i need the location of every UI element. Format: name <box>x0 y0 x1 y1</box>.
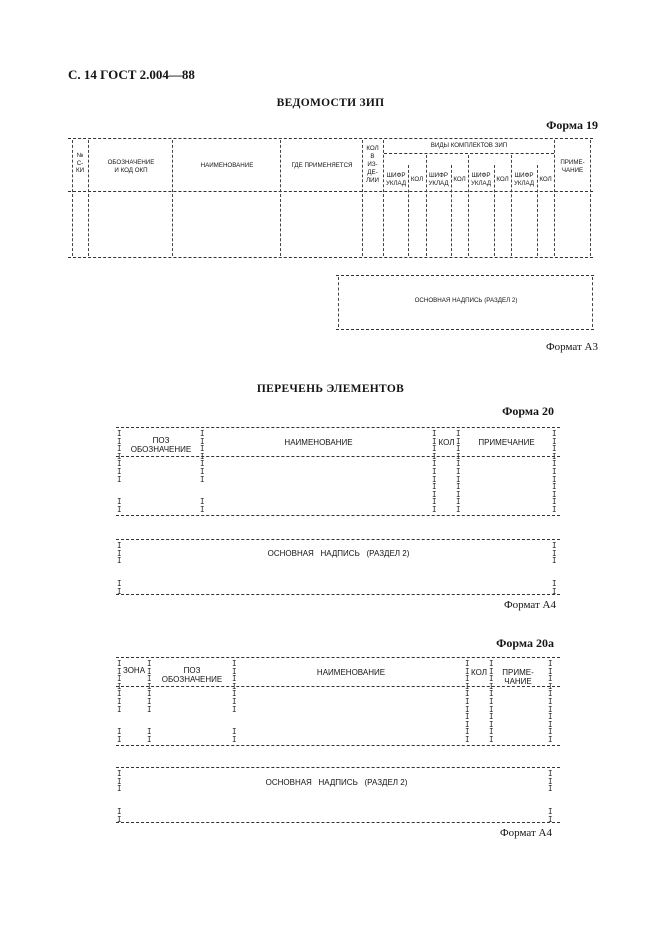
form19-label: Форма 19 <box>546 118 598 132</box>
page-header: С. 14 ГОСТ 2.004—88 <box>68 67 195 82</box>
form19-col-where: ГДЕ ПРИМЕНЯЕТСЯ <box>291 162 353 169</box>
form19-col-note: ПРИМЕ- ЧАНИЕ <box>560 159 585 174</box>
form20a-col-note: ПРИМЕ- ЧАНИЕ <box>502 668 534 686</box>
form19-sub-qty-3: КОЛ <box>496 176 509 183</box>
form20-col-name: НАИМЕНОВАНИЕ <box>284 438 353 447</box>
form19-title: ВЕДОМОСТИ ЗИП <box>276 97 385 109</box>
form20-format: Формат А4 <box>503 599 556 611</box>
form20-title: ПЕРЕЧЕНЬ ЭЛЕМЕНТОВ <box>256 383 405 395</box>
form19-sub-code-2: ШИФР УКЛАД <box>428 172 449 187</box>
form19-title-block-text: ОСНОВНАЯ НАДПИСЬ (РАЗДЕЛ 2) <box>414 297 518 304</box>
form20-col-pos: ПОЗ ОБОЗНАЧЕНИЕ <box>130 436 192 454</box>
form20a-title-block-text: ОСНОВНАЯ НАДПИСЬ (РАЗДЕЛ 2) <box>265 778 408 787</box>
form20a-col-zone: ЗОНА <box>122 666 146 675</box>
form20-col-qty: КОЛ <box>438 438 455 447</box>
form19-format: Формат А3 <box>545 341 598 353</box>
form20-title-block: I I I I I I I I I I ОСНОВНАЯ НАДПИСЬ (РАЗДЕЛ 2) <box>0 0 661 620</box>
form19-sub-code-4: ШИФР УКЛАД <box>513 172 535 187</box>
form20a-col-name: НАИМЕНОВАНИЕ <box>316 668 386 677</box>
form19-sub-qty-1: КОЛ <box>410 176 424 183</box>
form20a-col-qty: КОЛ <box>471 668 487 677</box>
form19-group-kits: ВИДЫ КОМПЛЕКТОВ ЗИП <box>430 142 508 149</box>
form20a-table: I I I I I I I I I I I I I I I I I I I I I I I I I I I I I I I I I I I I I I I I I I I I I I I I I I I I I I I I I I I I ЗОНА ПОЗ ОБОЗНАЧЕНИЕ НАИМЕНОВАНИЕ КОЛ ПРИМЕ- ЧАНИЕ <box>0 0 661 760</box>
form19-col-name: НАИМЕНОВАНИЕ <box>200 162 254 169</box>
form20a-format: Формат А4 <box>499 827 552 839</box>
form19-col-qty-in-product: КОЛ В ИЗ- ДЕ- ЛИИ <box>366 145 379 184</box>
form20a-col-pos: ПОЗ ОБОЗНАЧЕНИЕ <box>161 666 223 684</box>
form20a-title-block: I I I I I I I I I I ОСНОВНАЯ НАДПИСЬ (РАЗДЕЛ 2) <box>0 0 661 840</box>
form20-col-note: ПРИМЕЧАНИЕ <box>478 438 535 447</box>
form19-sub-qty-4: КОЛ <box>539 176 552 183</box>
form20-title-block-text: ОСНОВНАЯ НАДПИСЬ (РАЗДЕЛ 2) <box>267 549 410 558</box>
form19-col-designation: ОБОЗНАЧЕНИЕ И КОД ОКП <box>107 159 155 174</box>
form19-sub-code-1: ШИФР УКЛАД <box>385 172 407 187</box>
form20-label: Форма 20 <box>502 404 554 418</box>
form19-sub-code-3: ШИФР УКЛАД <box>470 172 492 187</box>
form19-col-num: № С- КИ <box>75 152 85 174</box>
form19-sub-qty-2: КОЛ <box>453 176 466 183</box>
form20-table: I I I I I I I I I I I I I I I I I I I I I I I I I I I I I I I I I I I I I I I I I I I I I I I I I I I ПОЗ ОБОЗНАЧЕНИЕ НАИМЕНОВАНИЕ КОЛ ПРИМЕЧАНИЕ <box>0 0 661 620</box>
form20a-label: Форма 20а <box>496 636 554 650</box>
